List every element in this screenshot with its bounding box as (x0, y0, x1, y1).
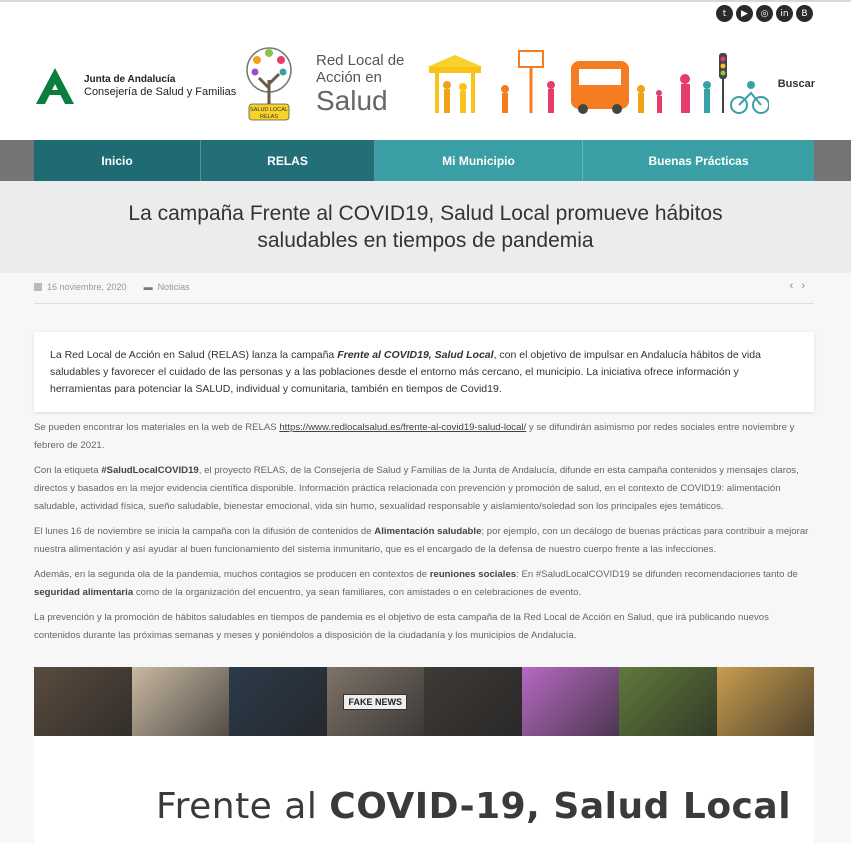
post-meta (34, 282, 190, 292)
main-nav-bar (0, 140, 851, 181)
photo-smoke (424, 667, 522, 736)
relas-title-line1: Red Local de (316, 52, 405, 69)
p2-text-a: Con la etiqueta (34, 465, 102, 476)
relas-campaign-link[interactable]: https://www.redlocalsalud.es/frente-al-covid19-salud-local/ (279, 422, 527, 433)
p4-text-b: : En #SaludLocalCOVID19 se difunden recomendaciones tanto de (516, 569, 798, 580)
relas-tree-logo[interactable] (243, 44, 295, 122)
folder-icon: ▬ (143, 282, 153, 292)
article-body (34, 419, 814, 652)
p3-text-a: El lunes 16 de noviembre se inicia la campaña con la difusión de contenidos de (34, 526, 375, 537)
relas-title-line3: Salud (316, 85, 388, 116)
relas-title[interactable] (316, 52, 404, 116)
campaign-poster (34, 736, 814, 843)
p1-text-b: y se difundirán asimismo por redes sociales entre noviembre y febrero de 2021. (34, 422, 795, 451)
junta-name: Junta de Andalucía (84, 74, 176, 85)
poster-title-a: Frente al (156, 786, 330, 827)
site-header (0, 0, 851, 140)
poster-title (156, 786, 791, 827)
photo-blueberries (229, 667, 327, 736)
nav-item-buenas-practicas[interactable]: Buenas Prácticas (583, 140, 814, 181)
nav-item-relas[interactable]: RELAS (201, 140, 375, 181)
campaign-photo-strip (34, 667, 814, 736)
poster-title-b: COVID-19, Salud Local (329, 786, 792, 827)
linkedin-icon[interactable]: in (776, 5, 793, 22)
search-link[interactable]: Buscar (777, 78, 815, 90)
photo-meditation (522, 667, 620, 736)
photo-fake-news (327, 667, 425, 736)
junta-andalucia-icon (34, 66, 76, 106)
p4-text-c: como de la organización del encuentro, ya sean familiares, con amistades o en celebraciones de evento. (133, 587, 582, 598)
fake-news-sign: FAKE NEWS (343, 694, 407, 710)
p4-text-a: Además, en la segunda ola de la pandemia, muchos contagios se producen en contextos de (34, 569, 430, 580)
photo-vegetables (619, 667, 717, 736)
paragraph-2 (34, 462, 814, 516)
youtube-icon[interactable]: ▶ (736, 5, 753, 22)
social-links (716, 5, 813, 22)
relas-title-line2: Acción en (316, 69, 382, 86)
p4-bold-2: seguridad alimentaria (34, 587, 134, 598)
intro-campaign-name: Frente al COVID19, Salud Local (337, 349, 494, 361)
intro-text-c: , con el objetivo de impulsar en Andalucía hábitos de vida saludables y favorecer el cuidado de las personas y a las poblaciones desde el entorno más cercano, el municipio. La iniciativa ofrece información y herramientas para potenciar la SALUD, individual y comunitaria, también en tiempos de Covid19. (50, 349, 761, 395)
page-title: La campaña Frente al COVID19, Salud Local promueve hábitos saludables en tiempos de pandemia (128, 202, 723, 252)
intro-text-a: La Red Local de Acción en Salud (RELAS) lanza la campaña (50, 349, 338, 361)
twitter-icon[interactable]: t (716, 5, 733, 22)
paragraph-3 (34, 523, 814, 559)
post-date: 16 noviembre, 2020 (47, 282, 127, 292)
p1-text-a: Se pueden encontrar los materiales en la web de RELAS (34, 422, 280, 433)
p2-text-b: , el proyecto RELAS, de la Consejería de Salud y Familias de la Junta de Andalucía, difunde en esta campaña contenidos y mensajes claros, directos y basados en la mejor evidencia científica disponible. Información práctica relacionada con prevención y promoción de salud, en el contexto de COVID19: alimentación saludable, actividad física, sueño saludable, bienestar emocional, vida sin humo, sexualidad responsable y aislamiento/soledad son los principales ejes temáticos. (34, 465, 799, 512)
paragraph-4 (34, 566, 814, 602)
main-nav (34, 140, 814, 181)
photo-sleep (132, 667, 230, 736)
nav-item-inicio[interactable]: Inicio (34, 140, 201, 181)
paragraph-5: La prevención y la promoción de hábitos saludables en tiempos de pandemia es el objetivo de esta campaña de la Red Local de Acción en Salud, que irá publicando nuevos contenidos durante las próximas semanas y meses y poniéndolos a disposición de la ciudadanía y los municipios de Andalucía. (34, 612, 769, 641)
title-band (0, 181, 851, 273)
junta-logo[interactable] (34, 66, 236, 106)
hashtag: #SaludLocalCOVID19 (101, 465, 199, 476)
nav-item-mi-municipio[interactable]: Mi Municipio (375, 140, 583, 181)
relas-badge-text-1: SALUD LOCAL (250, 107, 288, 113)
relas-badge-text-2: RELAS (259, 114, 279, 120)
p3-bold: Alimentación saludable (374, 526, 482, 537)
intro-box (34, 332, 814, 412)
paragraph-1 (34, 419, 814, 455)
calendar-icon (34, 283, 42, 291)
p3-text-b: ; por ejemplo, con un decálogo de buenas prácticas para contribuir a mejorar nuestra alimentación y así ayudar al buen funcionamiento del sistema inmunitario, que es el encargado de la defensa de nuestro cuerpo frente a las infecciones. (34, 526, 809, 555)
photo-isolation (34, 667, 132, 736)
blogger-icon[interactable]: B (796, 5, 813, 22)
photo-running (717, 667, 815, 736)
community-illustration (423, 45, 769, 117)
instagram-icon[interactable]: ◎ (756, 5, 773, 22)
p4-bold-1: reuniones sociales (429, 569, 517, 580)
article-content (0, 273, 851, 843)
post-pager (790, 280, 813, 292)
divider (34, 303, 814, 304)
chevron-left-icon[interactable]: ‹ (789, 280, 802, 292)
chevron-right-icon[interactable]: › (801, 280, 813, 292)
consejeria-name: Consejería de Salud y Familias (84, 86, 237, 98)
post-category[interactable]: Noticias (157, 282, 190, 292)
